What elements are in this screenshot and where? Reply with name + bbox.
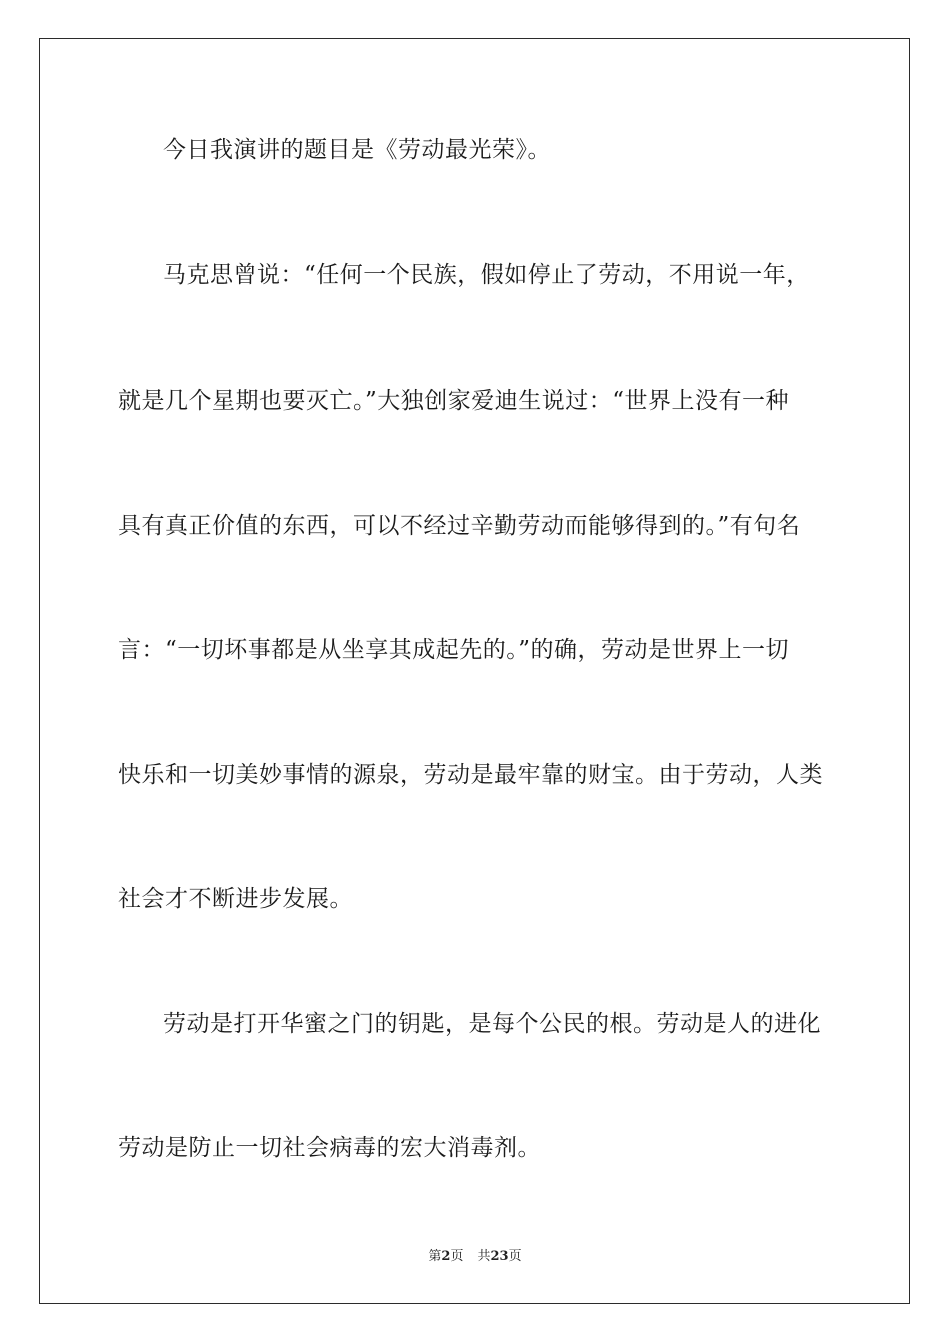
paragraph-line: 社会才不断进步发展。 [118,886,353,912]
page-suffix: 页 [450,1249,464,1264]
paragraph-line: 劳动是打开华蜜之门的钥匙，是每个公民的根。劳动是人的进化 [163,1011,821,1037]
total-pages: 23 [490,1249,509,1264]
paragraph-line: 具有真正价值的东西，可以不经过辛勤劳动而能够得到的。”有句名 [118,513,801,539]
paragraph-line: 劳动是防止一切社会病毒的宏大消毒剂。 [118,1135,541,1161]
page-border [39,38,910,1304]
total-prefix: 共 [477,1249,491,1264]
page-number: 2 [441,1249,451,1264]
page-prefix: 第 [428,1249,442,1264]
page-footer [0,1248,950,1266]
paragraph-line: 快乐和一切美妙事情的源泉，劳动是最牢靠的财宝。由于劳动，人类 [118,762,823,788]
paragraph-line: 马克思曾说：“任何一个民族，假如停止了劳动，不用说一年， [163,262,810,288]
paragraph-line: 就是几个星期也要灭亡。”大独创家爱迪生说过：“世界上没有一种 [118,388,790,414]
total-suffix: 页 [508,1249,522,1264]
paragraph-line: 今日我演讲的题目是《劳动最光荣》。 [163,137,551,163]
paragraph-line: 言：“一切坏事都是从坐享其成起先的。”的确，劳动是世界上一切 [118,637,790,663]
